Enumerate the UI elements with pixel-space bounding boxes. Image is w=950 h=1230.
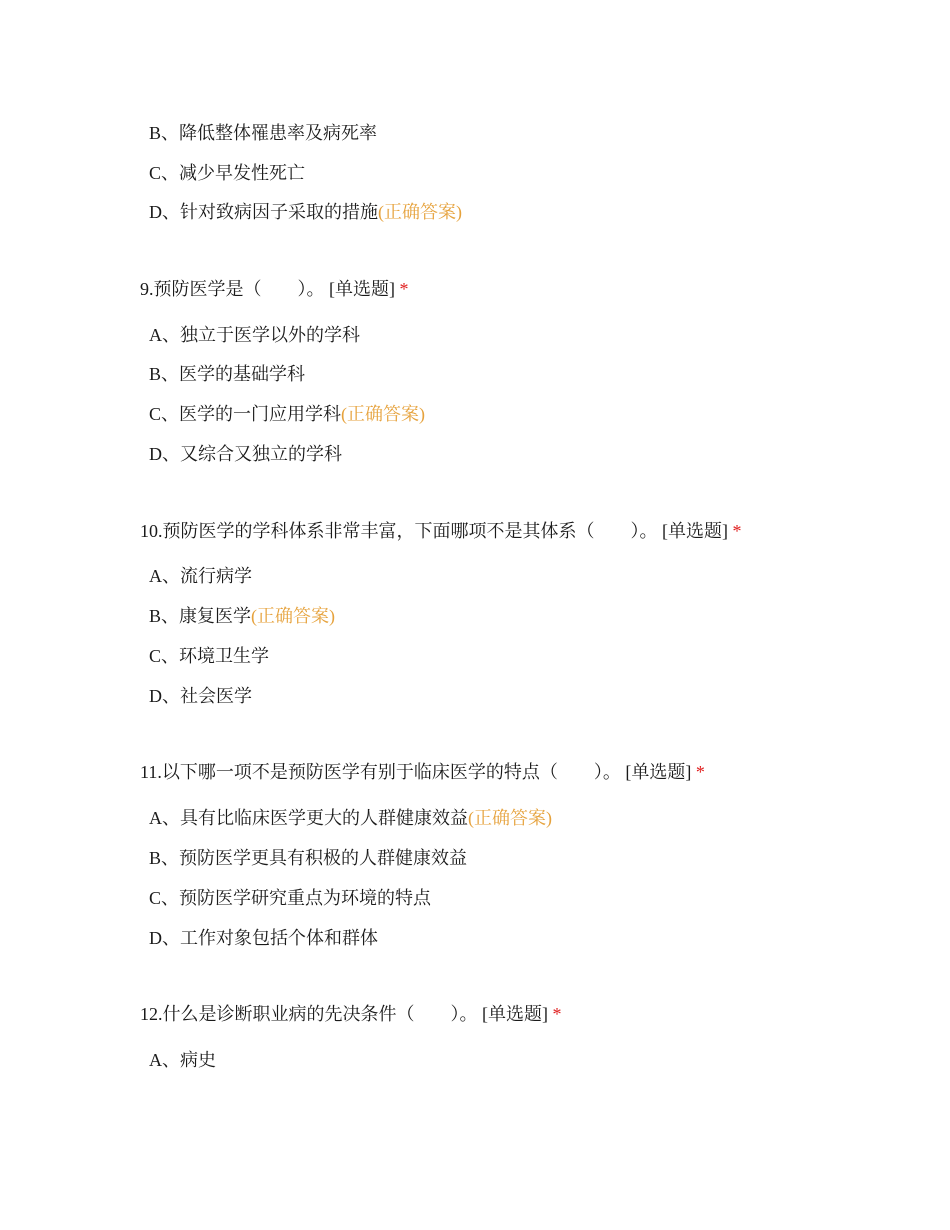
correct-answer-marker: (正确答案) xyxy=(341,404,426,424)
question-type-tag: [单选题] xyxy=(625,762,692,782)
option-text: B、医学的基础学科 xyxy=(149,364,306,384)
option-text: D、针对致病因子采取的措施 xyxy=(149,202,378,222)
option-text: B、康复医学 xyxy=(149,606,252,626)
question-text: 10.预防医学的学科体系非常丰富，下面哪项不是其体系（ ）。 xyxy=(140,521,658,541)
option-text: B、预防医学更具有积极的人群健康效益 xyxy=(149,848,468,868)
question-text: 11.以下哪一项不是预防医学有别于临床医学的特点（ ）。 xyxy=(140,762,621,782)
option-text: A、独立于医学以外的学科 xyxy=(149,325,360,345)
required-mark: * xyxy=(399,279,409,299)
option-item xyxy=(149,604,335,628)
question-text: 9.预防医学是（ ）。 xyxy=(140,279,325,299)
required-mark: * xyxy=(732,521,742,541)
option-item xyxy=(149,846,467,870)
required-mark: * xyxy=(695,762,705,782)
option-text: A、具有比临床医学更大的人群健康效益 xyxy=(149,808,468,828)
option-text: C、减少早发性死亡 xyxy=(149,163,306,183)
option-item xyxy=(149,402,425,426)
option-text: C、预防医学研究重点为环境的特点 xyxy=(149,888,432,908)
option-item xyxy=(149,564,252,588)
option-text: D、工作对象包括个体和群体 xyxy=(149,928,378,948)
question-type-tag: [单选题] xyxy=(662,521,728,541)
option-text: D、社会医学 xyxy=(149,686,252,706)
option-text: C、环境卫生学 xyxy=(149,646,270,666)
option-item xyxy=(149,1048,216,1072)
question-type-tag: [单选题] xyxy=(482,1004,548,1024)
required-mark: * xyxy=(552,1004,562,1024)
option-item xyxy=(149,806,552,830)
correct-answer-marker: (正确答案) xyxy=(251,606,336,626)
option-item xyxy=(149,926,378,950)
option-item xyxy=(149,323,360,347)
option-item xyxy=(149,121,377,145)
option-text: D、又综合又独立的学科 xyxy=(149,444,342,464)
question-title xyxy=(140,760,705,784)
question-text: 12.什么是诊断职业病的先决条件（ ）。 xyxy=(140,1004,478,1024)
option-item xyxy=(149,200,462,224)
correct-answer-marker: (正确答案) xyxy=(468,808,552,828)
option-text: C、医学的一门应用学科 xyxy=(149,404,342,424)
correct-answer-marker: (正确答案) xyxy=(378,202,462,222)
question-type-tag: [单选题] xyxy=(329,279,395,299)
question-title xyxy=(140,1002,562,1026)
question-title xyxy=(140,519,742,543)
option-item xyxy=(149,684,252,708)
option-item xyxy=(149,886,431,910)
option-text: A、病史 xyxy=(149,1050,216,1070)
option-text: B、降低整体罹患率及病死率 xyxy=(149,123,378,143)
option-item xyxy=(149,362,305,386)
option-item xyxy=(149,161,305,185)
option-item xyxy=(149,442,342,466)
question-title xyxy=(140,277,409,301)
option-text: A、流行病学 xyxy=(149,566,252,586)
option-item xyxy=(149,644,269,668)
